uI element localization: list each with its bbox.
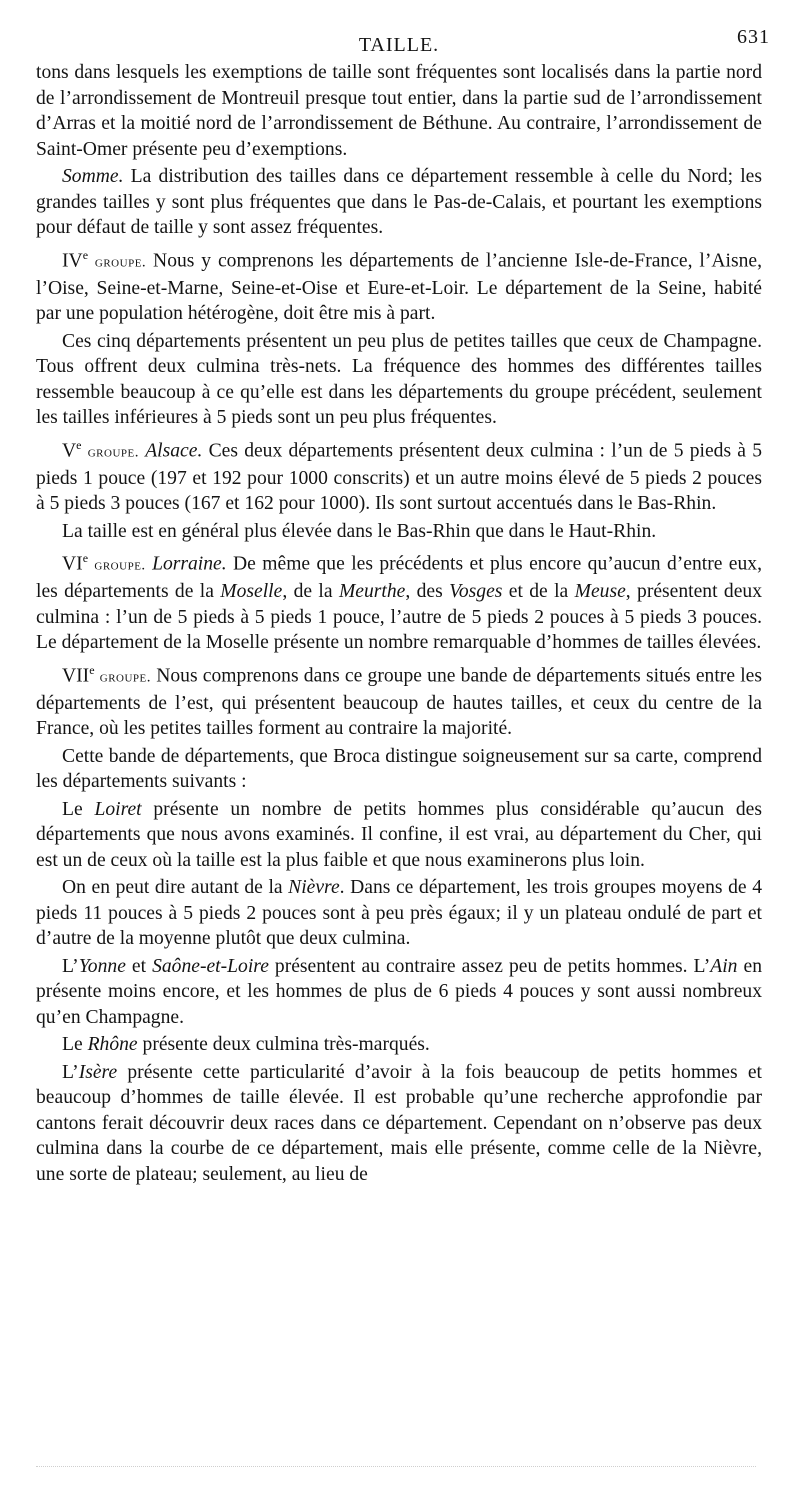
superscript: e [82,551,89,566]
text-run: , des [405,581,450,603]
paragraph-p14 [36,1060,762,1188]
text-run: Nous comprenons dans ce groupe une bande de départements situés entre les départements de l’est, qui présentent beaucoup de hautes tailles, et ceux du centre de la France, où les petites tailles forment au contraire la majorité. [36,665,762,740]
text-run: . Dans ce département, les trois groupes moyens de 4 pieds 11 pouces à 5 pieds 2 pouces sont à peu près égaux; il y un plateau ondulé de part et d’autre de la moyenne plutôt que deux culmina. [36,877,762,950]
italic-term: Saône-et-Loire [152,955,269,977]
text-run: VII [62,665,90,687]
text-run: tons dans lesquels les exemptions de taille sont fréquentes sont localisés dans la partie nord de l’arrondissement de Montreuil presque tout entier, dans la partie sud de l’arrondissement d’Arras et la moitié nord de l’arrondissement de Béthune. Au contraire, l’arrondissement de Saint-Omer présente peu d’exemptions. [36,62,762,160]
paragraph-p6 [36,519,762,545]
paragraph-p13 [36,1032,762,1058]
text-run: La distribution des tailles dans ce département ressemble à celle du Nord; les grandes tailles y sont plus fréquentes que dans le Pas-de-Calais, et pourtant les exemptions pour défaut de taille y sont assez fréquentes. [36,166,762,238]
text-run: La taille est en général plus élevée dans le Bas-Rhin que dans le Haut-Rhin. [62,520,657,542]
paragraph-p2 [36,164,762,241]
text-run: présente cette particularité d’avoir à la fois beaucoup de petits hommes et beaucoup d’hommes de taille élevée. Il est probable qu’une recherche approfondie par cantons ferait découvrir deux races dans ce département. Cependant on n’observe pas deux culmina dans la courbe de ce département, mais elle présente, comme celle de la Nièvre, une sorte de plateau; seulement, au lieu de [36,1061,762,1185]
group-label: groupe. [94,254,147,271]
italic-term: Vosges [449,581,503,603]
italic-term: Isère [78,1061,118,1083]
text-run: présente deux culmina très-marqués. [137,1034,430,1056]
italic-term: Rhône [87,1034,138,1056]
superscript: e [89,662,95,677]
text-run: et de la [502,581,575,603]
text-run [88,250,95,271]
italic-term: Moselle [220,581,283,603]
paragraph-p4 [36,329,762,431]
paragraph-p9 [36,744,762,795]
bottom-margin-marks [36,1466,756,1471]
text-run: Ces cinq départements présentent un peu plus de petites tailles que ceux de Champagne. Tous offrent deux culmina très-nets. La fréquence des hommes des différentes tailles ressemble beaucoup à ce qu’elle est dans les départements du groupe précédent, seulement les tailles inférieures à 5 pieds sont un peu plus fréquentes. [36,330,762,429]
running-title: TAILLE. [358,34,440,56]
paragraph-p5 [36,433,762,517]
italic-term: Lorraine. [152,553,227,575]
text-run: Ces deux départements présentent deux culmina : l’un de 5 pieds à 5 pieds 1 pouce (197 et 192 pour 1000 conscrits) et un autre moins élevé de 5 pieds 2 pouces à 5 pieds 3 pouces (167 et 162 pour 1000). Ils sont surtout accentués dans le Bas-Rhin. [36,440,763,515]
paragraph-p8 [36,658,762,742]
text-run: VI [62,553,83,575]
text-run: Cette bande de départements, que Broca distingue soigneusement sur sa carte, comprend les départements suivants : [36,745,762,793]
group-label: groupe. [87,444,139,461]
text-run: L’ [62,955,79,977]
text-run: et [125,955,153,977]
text-run: On en peut dire autant de la [62,877,289,899]
text-run: IV [62,250,83,272]
body-text [36,60,762,1187]
text-run: présentent au contraire assez peu de petits hommes. L’ [268,955,711,977]
running-header [36,26,770,60]
paragraph-p7 [36,546,762,656]
italic-term: Meurthe [338,581,406,603]
text-run: V [62,440,77,462]
text-run: , de la [282,581,339,603]
superscript: e [76,437,82,452]
group-label: groupe. [94,557,146,574]
italic-term: Somme. [62,166,124,187]
paragraph-p10 [36,797,762,874]
italic-term: Meuse [574,581,626,603]
italic-term: Ain [710,955,738,977]
text-run: présente un nombre de petits hommes plus considérable qu’aucun des départements que nous avons examinés. Il confine, il est vrai, au département du Cher, qui est un de ceux où la taille est la plus faible et que nous examinerons plus loin. [36,798,762,871]
paragraph-p3 [36,243,762,327]
paragraph-p1 [36,60,762,162]
group-label: groupe. [99,669,152,686]
paragraph-p12 [36,954,762,1031]
italic-term: Nièvre [288,877,340,899]
italic-term: Loiret [94,798,142,820]
text-run: Le [62,798,95,820]
text-run: Nous y comprenons les départements de l’ancienne Isle-de-France, l’Aisne, l’Oise, Seine-et-Marne, Seine-et-Oise et Eure-et-Loir. Le département de la Seine, habité par une population hétérogène, doit être mis à part. [36,250,762,325]
page-number: 631 [737,26,770,48]
text-run: en présente moins encore, et les hommes de plus de 6 pieds 4 pouces y sont aussi nombreux qu’en Champagne. [36,955,762,1028]
italic-term: Alsace. [145,440,203,462]
superscript: e [82,247,89,262]
text-run: Le [62,1034,88,1056]
document-page [36,26,770,1187]
text-run: L’ [62,1061,79,1083]
italic-term: Yonne [78,955,126,977]
paragraph-p11 [36,875,762,952]
text-run: , présentent deux culmina : l’un de 5 pieds à 5 pieds 1 pouce, l’autre de 5 pieds 2 pouces à 5 pieds 3 pouces. Le département de la Moselle présente un nombre remarquable d’hommes de tailles élevées. [36,581,762,654]
text-run: De même que les précédents et plus encore qu’aucun d’entre eux, les départements de la [36,553,762,603]
